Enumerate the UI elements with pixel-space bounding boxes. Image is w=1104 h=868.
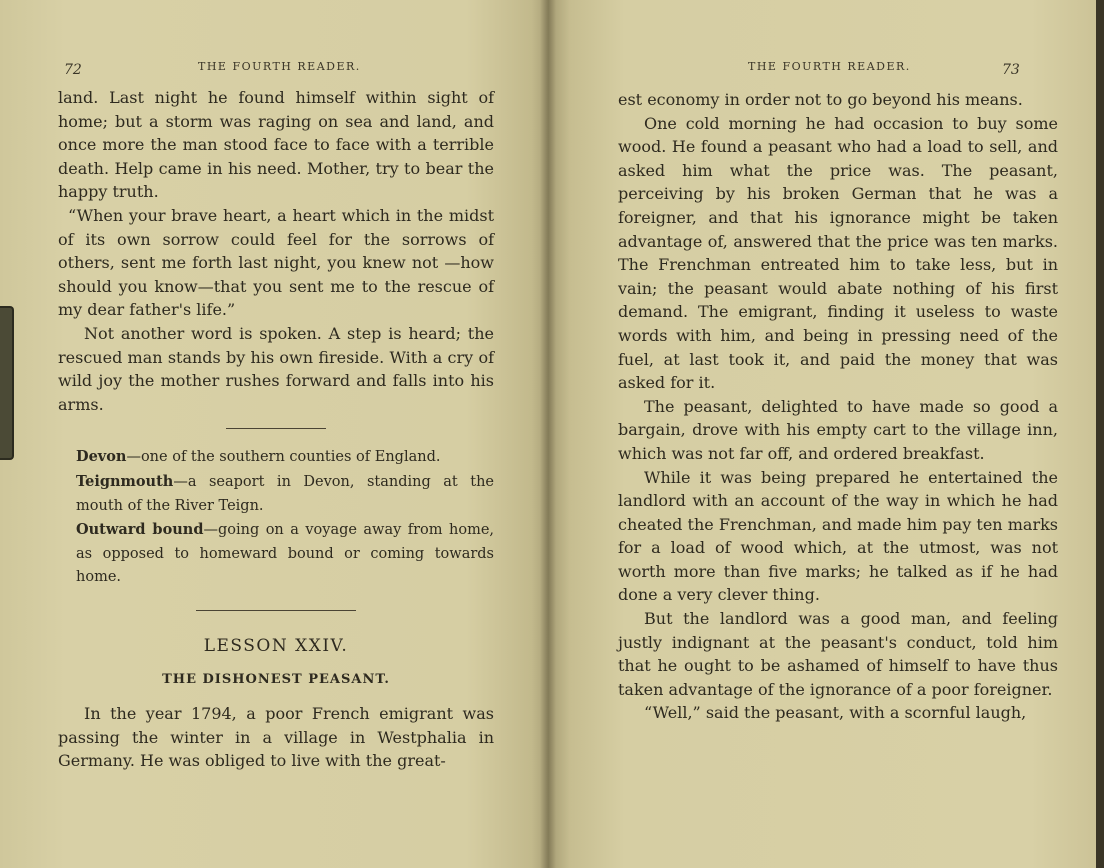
paragraph: Not another word is spoken. A step is heard; the rescued man stands by his own fireside. With a cry of wild joy the mother rushes forward and falls into his arms. (58, 323, 494, 414)
running-head: THE FOURTH READER. (198, 60, 361, 73)
page-number: 72 (64, 62, 82, 78)
lesson-title: THE DISHONEST PEASANT. (162, 672, 390, 688)
note-term: Devon (76, 448, 127, 466)
right-text-column (618, 88, 1058, 725)
note-term: Outward bound (76, 521, 204, 539)
note (58, 470, 494, 518)
left-page (0, 0, 548, 868)
paragraph: But the landlord was a good man, and feeling justly indignant at the peasant's conduct, told him that he ought to be ashamed of himself to have thus taken advantage of the ignorance of a poor foreigner. (618, 609, 1058, 699)
note-definition: —going on a voyage away from home, as opposed to homeward bound or coming towards home. (76, 522, 495, 586)
divider (226, 428, 326, 429)
note-definition: —a seaport in Devon, standing at the mouth of the River Teign. (76, 473, 494, 514)
page-number: 73 (1002, 62, 1020, 78)
left-text-column (58, 86, 494, 773)
lesson-heading: LESSON XXIV. (203, 635, 349, 656)
book-edge (1096, 0, 1104, 868)
book-gutter (540, 0, 556, 868)
bookmark-tab (0, 306, 14, 460)
right-page (548, 0, 1096, 868)
note (58, 518, 494, 590)
note (58, 445, 494, 470)
running-head: THE FOURTH READER. (748, 60, 911, 73)
paragraph: While it was being prepared he entertained the landlord with an account of the way in which he had cheated the Frenchman, and made him pay ten marks for a load of wood which, at the utmost, was not worth more than five marks; he talked as if he had done a very clever thing. (618, 467, 1058, 605)
paragraph: est economy in order not to go beyond his means. (618, 90, 1023, 109)
divider (196, 610, 356, 611)
paragraph: In the year 1794, a poor French emigrant was passing the winter in a village in Westphalia in Germany. He was obliged to live with the great- (58, 704, 494, 771)
paragraph: One cold morning he had occasion to buy some wood. He found a peasant who had a load to sell, and asked him what the price was. The peasant, perceiving by his broken German that he was a foreigner, and that his ignorance might be taken advantage of, answered that the price was ten marks. The Frenchman entreated him to take less, but in vain; the peasant would abate nothing of his first demand. The emigrant, finding it useless to waste words with him, and being in pressing need of the fuel, at last took it, and paid the money that was asked for it. (618, 113, 1058, 393)
note-definition: —one of the southern counties of England. (126, 449, 441, 466)
paragraph: land. Last night he found himself within sight of home; but a storm was raging on sea and land, and once more the man stood face to face with a terrible death. Help came in his need. Mother, try to bear the happy truth. (58, 88, 494, 202)
paragraph: “When your brave heart, a heart which in the midst of its own sorrow could feel for the sorrows of others, sent me forth last night, you knew not —how should you know—that you sent me to the rescue of my dear father's life.” (58, 205, 494, 320)
note-term: Teignmouth (76, 472, 174, 490)
paragraph: The peasant, delighted to have made so good a bargain, drove with his empty cart to the village inn, which was not far off, and ordered breakfast. (618, 396, 1058, 463)
paragraph: “Well,” said the peasant, with a scornful laugh, (644, 703, 1027, 723)
